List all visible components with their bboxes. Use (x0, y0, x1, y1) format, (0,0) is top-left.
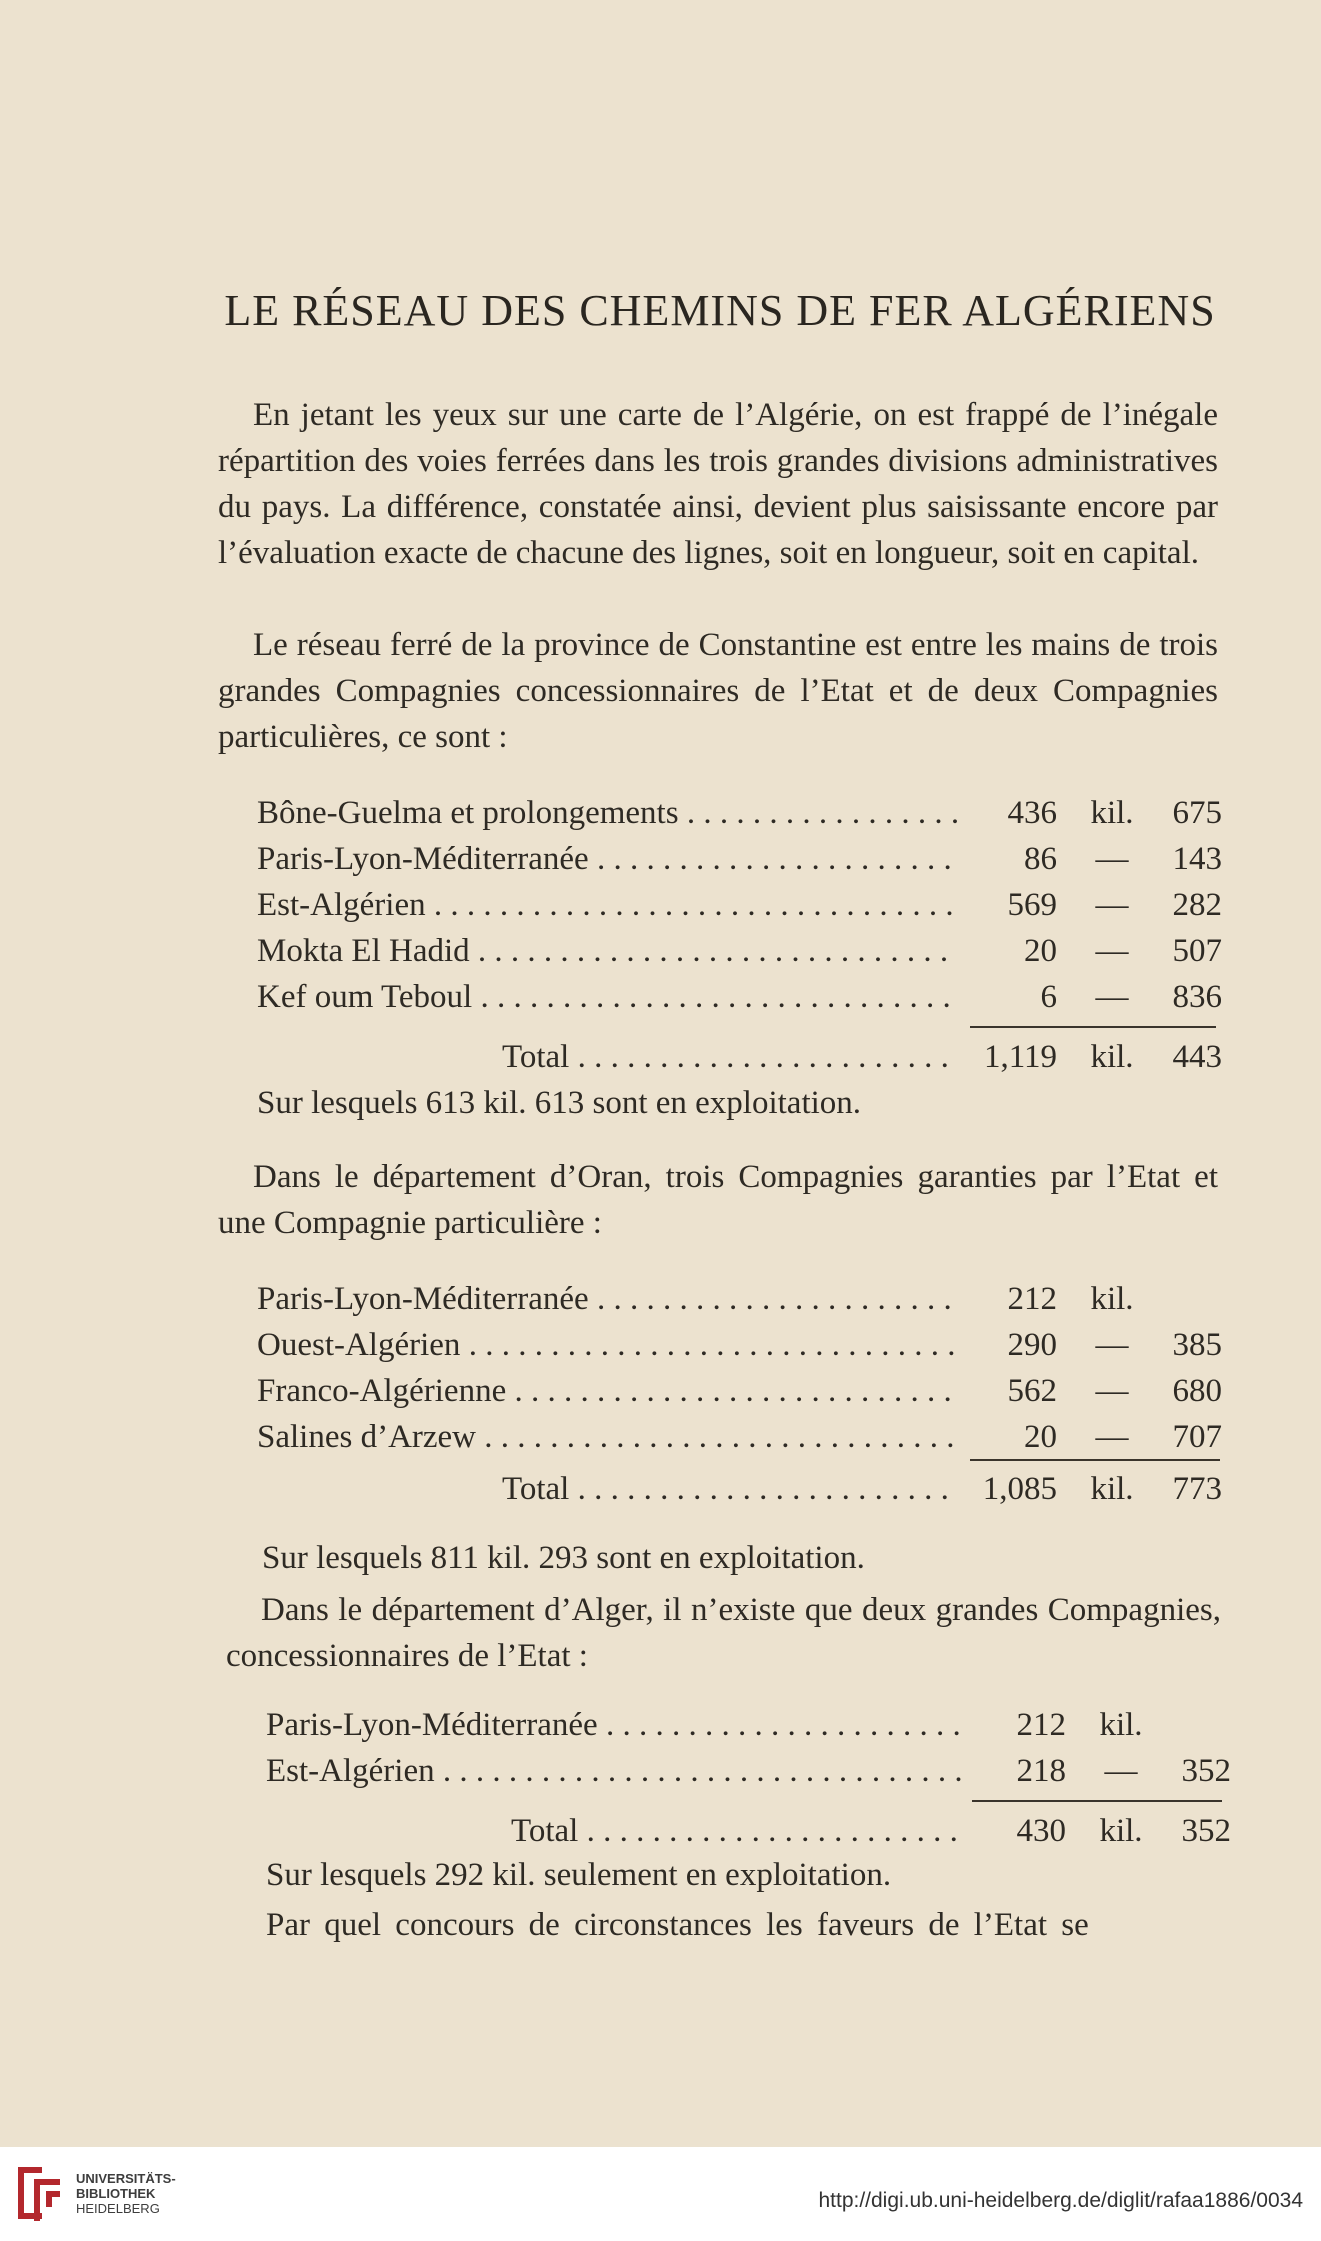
line-name: Est-Algérien . . . (257, 882, 957, 928)
line-name: Paris-Lyon-Méditerranée . . . (257, 836, 957, 882)
length-km: 436 (1007, 795, 1057, 831)
line-name: Bône-Guelma et prolongements . . . (257, 790, 957, 836)
length-km: 212 (1016, 1707, 1066, 1743)
length-unit: — (1095, 841, 1129, 877)
line-name: Est-Algérien . . . (266, 1748, 966, 1794)
length-unit: — (1095, 1327, 1129, 1363)
length-m: 143 (1172, 841, 1222, 877)
total-rule (970, 1459, 1220, 1461)
constantine-paragraph: Le réseau ferré de la province de Constantine est entre les mains de trois grandes Compagnies concessionnaires de l’Etat et de deux Compagnies particulières, ce sont : (218, 627, 1218, 755)
total-rule (970, 1026, 1216, 1028)
length-unit: kil. (1090, 795, 1134, 831)
line-name: Mokta El Hadid . . . (257, 928, 957, 974)
length-unit: — (1095, 887, 1129, 923)
table-row (257, 1368, 1222, 1414)
table-row (257, 974, 1222, 1020)
oran-paragraph: Dans le département d’Oran, trois Compagnies garanties par l’Etat et une Compagnie particulière : (218, 1159, 1218, 1241)
total-unit: kil. (1099, 1813, 1143, 1849)
length-m: 836 (1172, 979, 1222, 1015)
alger-paragraph: Dans le département d’Alger, il n’existe que deux grandes Compagnies, concessionnaires de l’Etat : (226, 1592, 1221, 1674)
length-km: 212 (1007, 1281, 1057, 1317)
length-unit: — (1095, 933, 1129, 969)
total-km: 1,119 (983, 1039, 1057, 1075)
length-km: 20 (1024, 1419, 1057, 1455)
table-row (266, 1702, 1231, 1748)
length-unit: kil. (1099, 1707, 1143, 1743)
table-row (257, 790, 1222, 836)
total-label: Total . . . (511, 1808, 966, 1854)
line-name: Kef oum Teboul . . . (257, 974, 957, 1020)
length-unit: — (1095, 1419, 1129, 1455)
library-name (76, 2171, 176, 2216)
total-unit: kil. (1090, 1039, 1134, 1075)
table-row (257, 1414, 1222, 1460)
total-row (266, 1808, 1231, 1854)
length-km: 86 (1024, 841, 1057, 877)
length-unit: — (1095, 1373, 1129, 1409)
length-m: 507 (1172, 933, 1222, 969)
source-url[interactable]: http://digi.ub.uni-heidelberg.de/diglit/rafaa1886/0034 (818, 2189, 1303, 2212)
length-km: 562 (1007, 1373, 1057, 1409)
total-m: 352 (1181, 1813, 1231, 1849)
library-name-line: UNIVERSITÄTS- (76, 2171, 176, 2186)
alger-note: Sur lesquels 292 kil. seulement en exploitation. (266, 1857, 892, 1893)
library-name-line: HEIDELBERG (76, 2201, 160, 2216)
length-m: 675 (1172, 795, 1222, 831)
intro-paragraph: En jetant les yeux sur une carte de l’Algérie, on est frappé de l’inégale répartition des voies ferrées dans les trois grandes divisions administratives du pays. La différence, constatée ainsi, devient plus saisissante encore par l’évaluation exacte de chacune des lignes, soit en longueur, soit en capital. (218, 397, 1218, 571)
total-unit: kil. (1090, 1471, 1134, 1507)
oran-note: Sur lesquels 811 kil. 293 sont en exploitation. (262, 1540, 865, 1576)
length-km: 290 (1007, 1327, 1057, 1363)
total-km: 1,085 (982, 1471, 1057, 1507)
total-row (257, 1466, 1222, 1512)
table-row (257, 882, 1222, 928)
length-unit: — (1095, 979, 1129, 1015)
total-m: 773 (1172, 1471, 1222, 1507)
table-row (266, 1748, 1231, 1794)
table-row (257, 928, 1222, 974)
page-title: LE RÉSEAU DES CHEMINS DE FER ALGÉRIENS (224, 286, 1216, 335)
total-label: Total . . . (502, 1034, 957, 1080)
length-m: 385 (1172, 1327, 1222, 1363)
length-unit: kil. (1090, 1281, 1134, 1317)
total-row (257, 1034, 1222, 1080)
total-label: Total . . . (502, 1466, 957, 1512)
table-row (257, 1276, 1222, 1322)
length-km: 6 (1040, 979, 1057, 1015)
length-m: 352 (1181, 1753, 1231, 1789)
length-m: 707 (1172, 1419, 1222, 1455)
closing-line: Par quel concours de circonstances les faveurs de l’Etat se (266, 1907, 1089, 1943)
length-km: 20 (1024, 933, 1057, 969)
total-km: 430 (1016, 1813, 1066, 1849)
length-km: 218 (1016, 1753, 1066, 1789)
table-row (257, 1322, 1222, 1368)
line-name: Paris-Lyon-Méditerranée . . . (266, 1702, 966, 1748)
constantine-note: Sur lesquels 613 kil. 613 sont en exploitation. (257, 1085, 862, 1121)
length-unit: — (1104, 1753, 1138, 1789)
line-name: Salines d’Arzew . . . (257, 1414, 957, 1460)
library-logo-icon (12, 2161, 66, 2225)
length-m: 282 (1172, 887, 1222, 923)
line-name: Franco-Algérienne . . . (257, 1368, 957, 1414)
length-m: 680 (1172, 1373, 1222, 1409)
footer-bar (0, 2147, 1321, 2241)
length-km: 569 (1007, 887, 1057, 923)
library-name-line: BIBLIOTHEK (76, 2186, 156, 2201)
total-rule (972, 1800, 1222, 1802)
line-name: Paris-Lyon-Méditerranée . . . (257, 1276, 957, 1322)
total-m: 443 (1172, 1039, 1222, 1075)
table-row (257, 836, 1222, 882)
line-name: Ouest-Algérien . . . (257, 1322, 957, 1368)
